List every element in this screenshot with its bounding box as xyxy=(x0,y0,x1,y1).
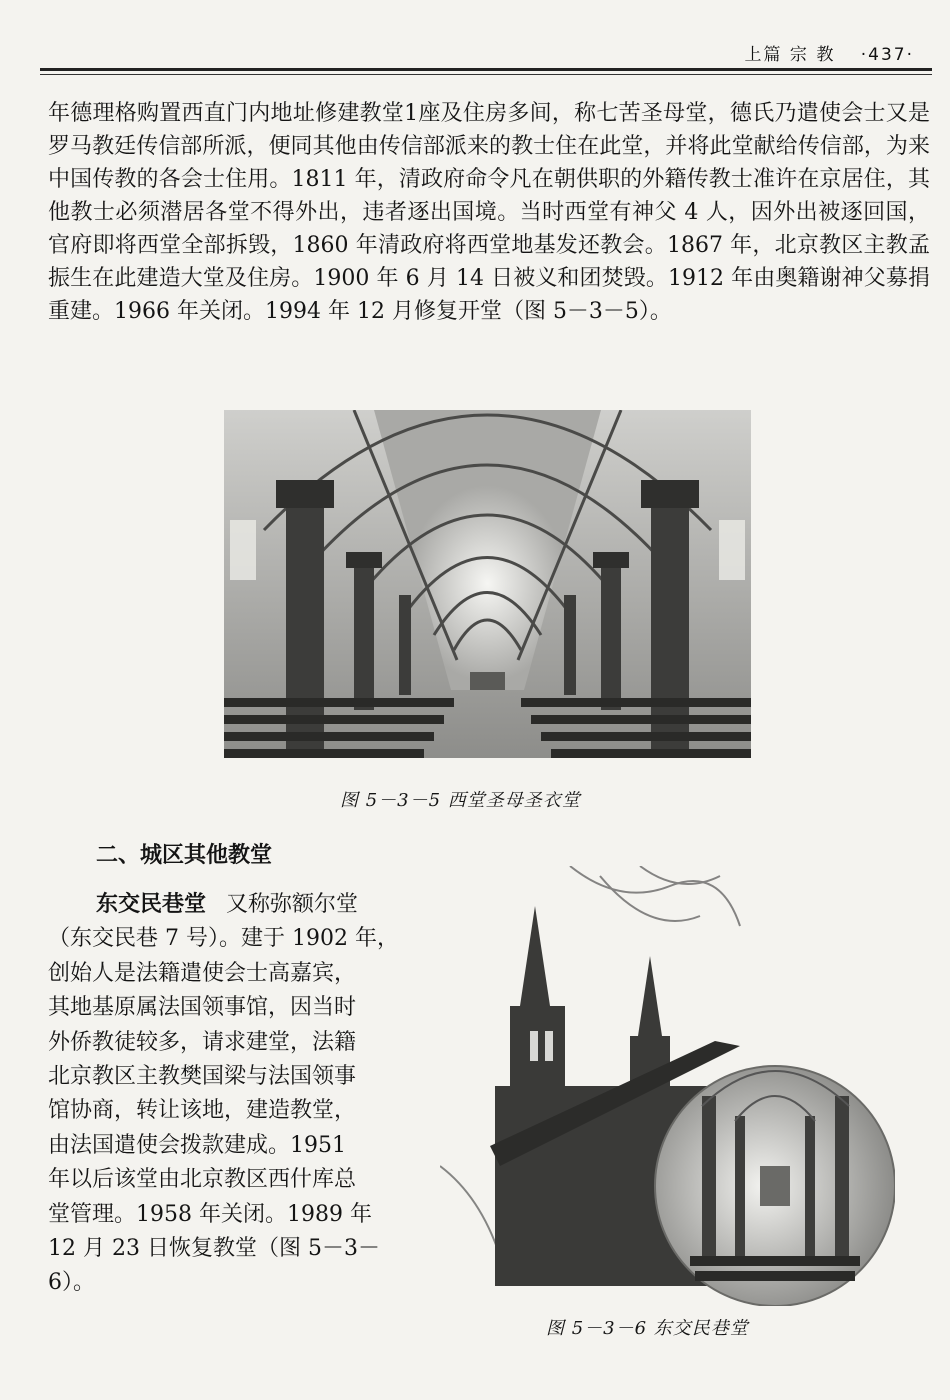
dongjiaominxiang-paragraph xyxy=(48,888,408,1301)
paragraph-line: 6）。 xyxy=(48,1270,95,1296)
paragraph-line: 外侨教徒较多，请求建堂，法籍 xyxy=(48,1029,357,1055)
running-header xyxy=(40,30,932,70)
page-number: ·437· xyxy=(860,45,914,65)
paragraph-line: 北京教区主教樊国梁与法国领事 xyxy=(48,1064,357,1090)
paragraph-line: 12 月 23 日恢复教堂（图 5－3－ xyxy=(48,1236,380,1262)
figure2-caption: 图 5－3－6 东交民巷堂 xyxy=(546,1318,749,1339)
paragraph-line: 创始人是法籍遣使会士高嘉宾， xyxy=(48,960,357,986)
section-heading: 二、城区其他教堂 xyxy=(96,843,273,868)
entry-title: 东交民巷堂 xyxy=(96,892,207,917)
paragraph-line: （东交民巷 7 号）。建于 1902 年， xyxy=(48,926,399,952)
figure1-caption: 图 5－3－5 西堂圣母圣衣堂 xyxy=(340,790,581,811)
paragraph-line: 馆协商，转让该地，建造教堂， xyxy=(48,1098,357,1124)
paragraph-line: 其地基原属法国领事馆，因当时 xyxy=(48,995,357,1021)
paragraph-line: 堂管理。1958 年关闭。1989 年 xyxy=(48,1201,372,1227)
dongjiaominxiang-photo xyxy=(440,866,895,1306)
intro-paragraph: 年德理格购置西直门内地址修建教堂1座及住房多间，称七苦圣母堂，德氏乃遣使会士又是罗马教廷传信部所派，便同其他由传信部派来的教士住在此堂，并将此堂献给传信部，为来中国传教的各会士住用。1811 年，清政府命令凡在朝供职的外籍传教士准许在京居住，其他教士必须潜居各堂不得外出，违者逐出国境。当时西堂有神父 4 人，因外出被逐回国，官府即将西堂全部拆毁，1860 年清政府将西堂地基发还教会。1867 年，北京教区主教孟振生在此建造大堂及住房。1900 年 6 月 14 日被义和团焚毁。1912 年由奥籍谢神父募捐重建。1966 年关闭。1994 年 12 月修复开堂（图 5－3－5）。 xyxy=(48,101,930,324)
header-rule-thick xyxy=(40,68,932,71)
paragraph-line: 东交民巷堂 又称弥额尔堂 xyxy=(96,892,359,917)
header-text xyxy=(745,40,914,65)
xitang-interior-photo xyxy=(224,410,751,758)
header-section: 上篇 宗 教 xyxy=(744,45,836,65)
header-rule-thin xyxy=(40,74,932,75)
paragraph-line: 年以后该堂由北京教区西什库总 xyxy=(48,1167,357,1193)
paragraph-line: 由法国遣使会拨款建成。1951 xyxy=(48,1132,346,1158)
